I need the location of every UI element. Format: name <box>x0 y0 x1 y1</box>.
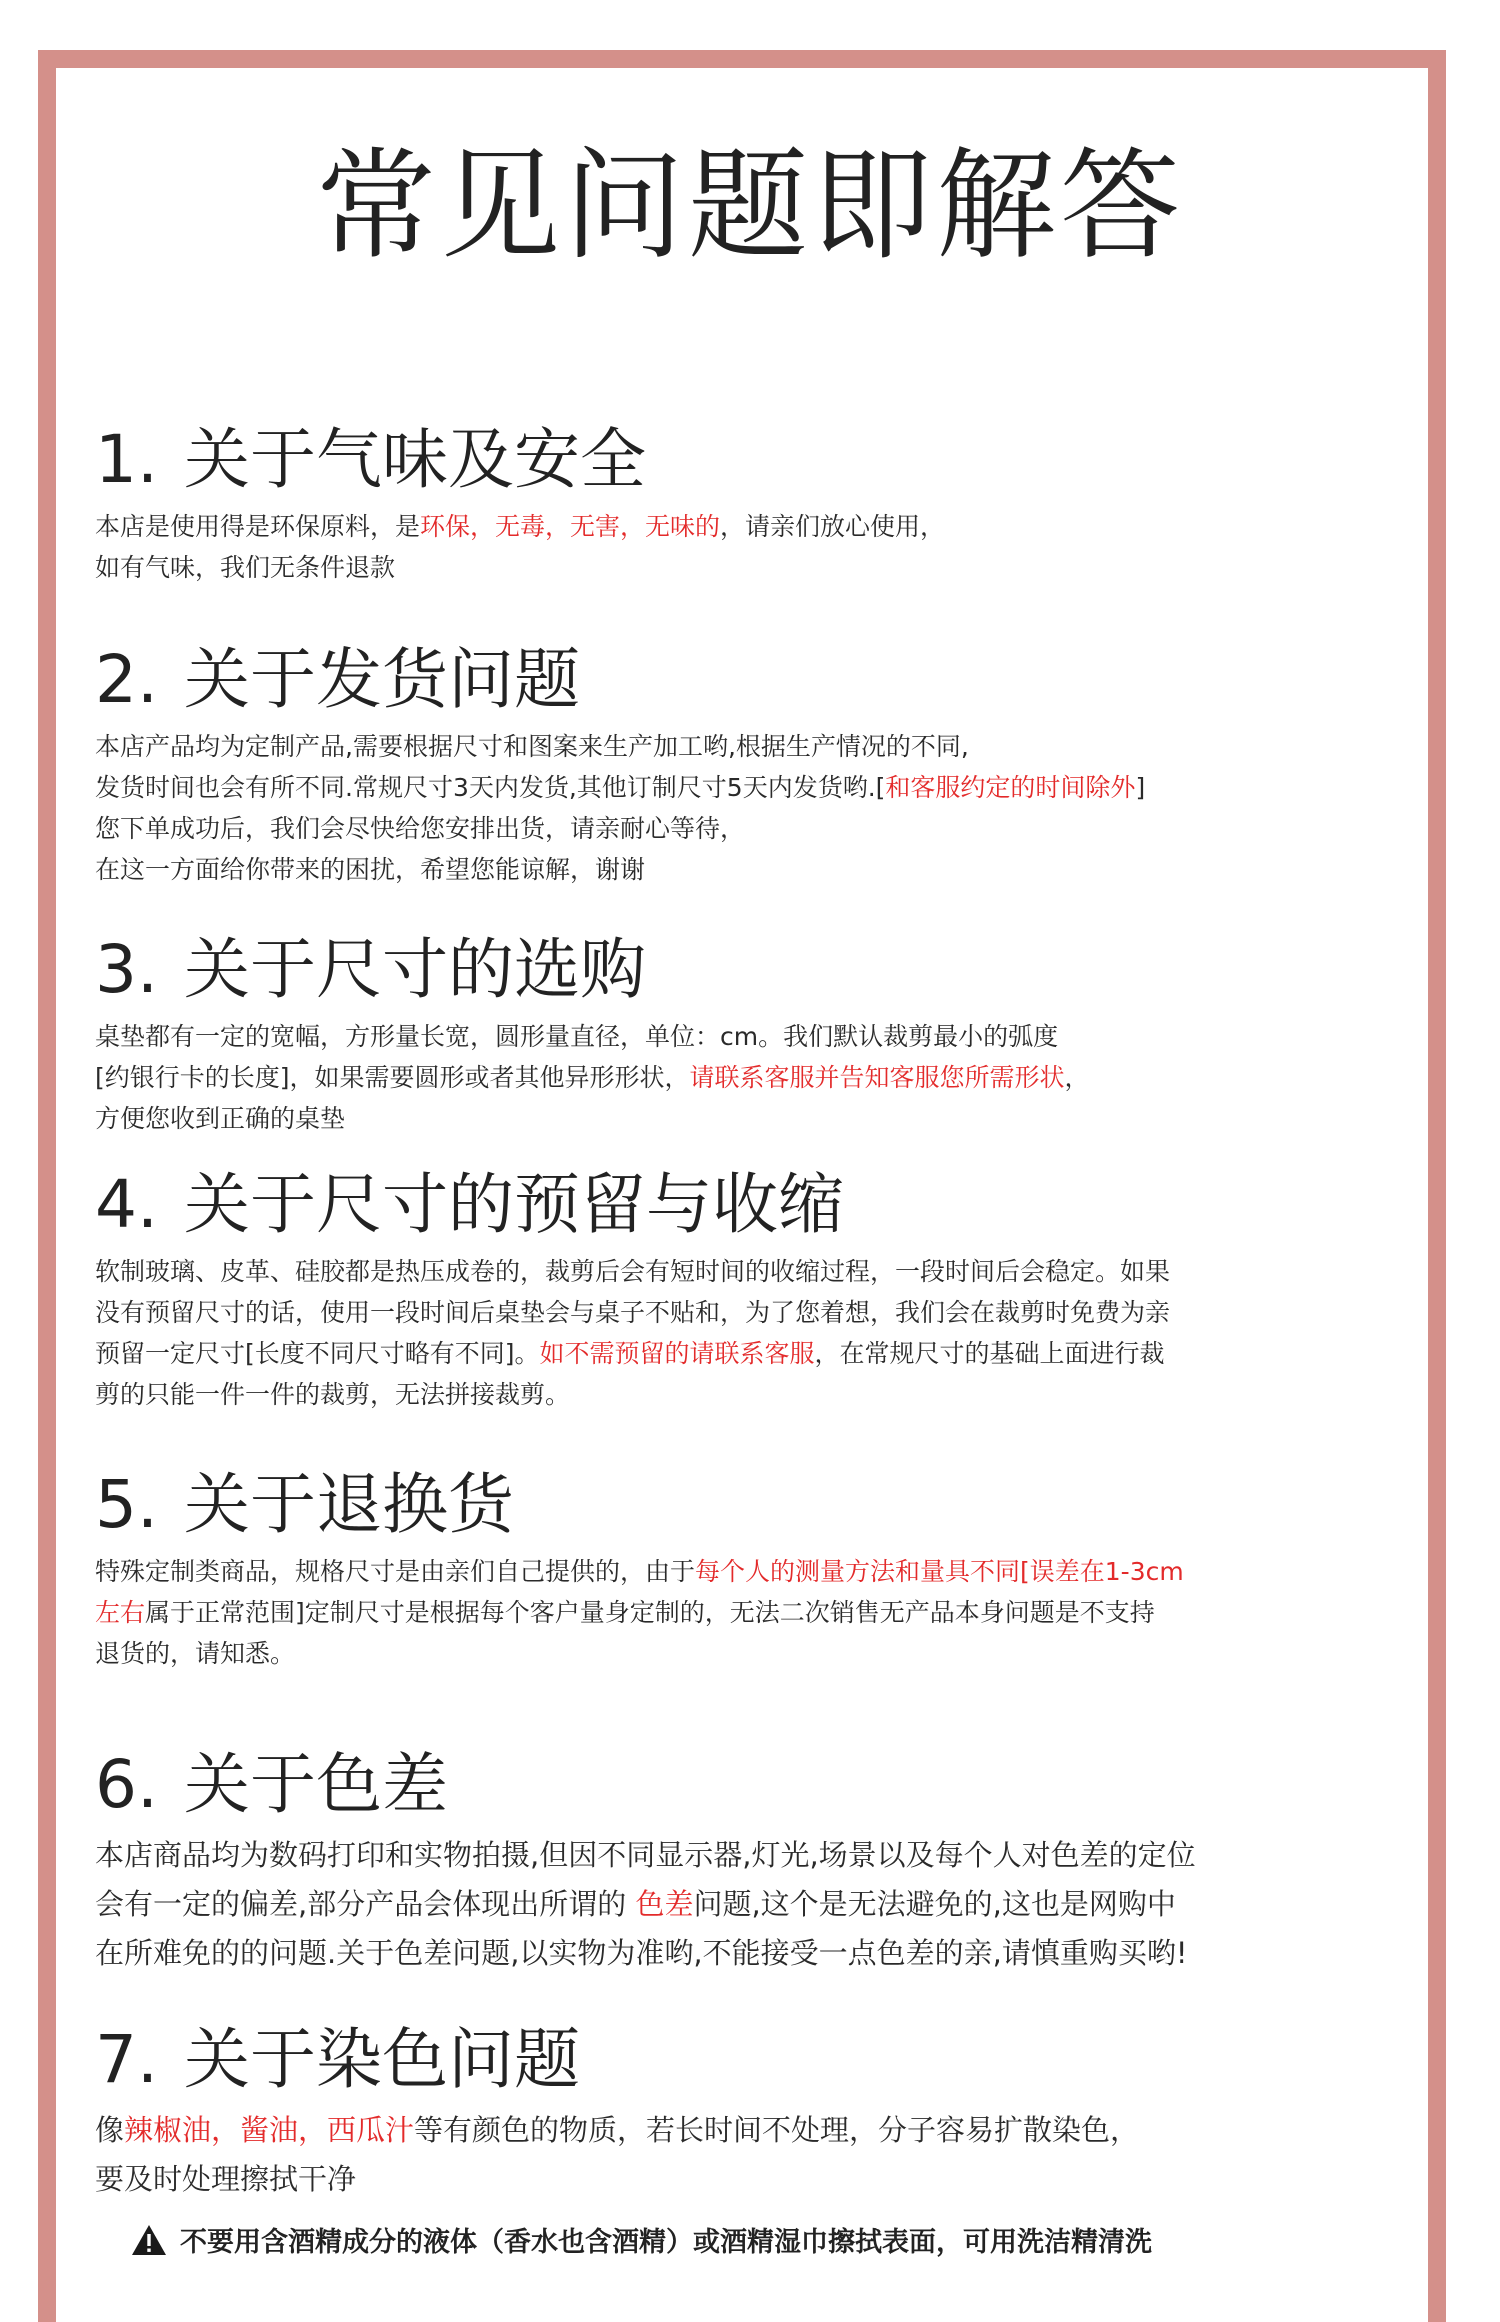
section-heading: 关于退换货 <box>183 1466 514 1543</box>
section-4 <box>95 1165 1420 1415</box>
body-line <box>95 506 1420 547</box>
body-text-run: ，请亲们放心使用， <box>720 512 946 541</box>
highlight-text: 和客服约定的时间除外 <box>885 773 1136 802</box>
page-title: 常见问题即解答 <box>316 137 1184 276</box>
body-line <box>95 1292 1420 1333</box>
body-text-run: [约银行卡的长度]，如果需要圆形或者其他异形形状， <box>95 1063 690 1092</box>
body-line <box>95 547 1420 588</box>
body-line <box>95 2155 1420 2204</box>
body-line <box>95 2106 1420 2155</box>
section-body <box>95 2106 1420 2204</box>
section-body <box>95 506 1420 588</box>
body-line <box>95 1831 1420 1880</box>
highlight-text: 色差 <box>635 1887 694 1921</box>
body-text-run: 本店商品均为数码打印和实物拍摄,但因不同显示器,灯光,场景以及每个人对色差的定位 <box>95 1838 1196 1872</box>
section-heading: 关于发货问题 <box>183 641 580 718</box>
body-text-run: 要及时处理擦拭干净 <box>95 2162 357 2196</box>
body-line <box>95 1016 1420 1057</box>
section-heading: 关于色差 <box>183 1746 448 1823</box>
body-text-run: ，在常规尺寸的基础上面进行裁 <box>814 1339 1165 1368</box>
body-text-run: 桌垫都有一定的宽幅，方形量长宽，圆形量直径，单位：cm。我们默认裁剪最小的弧度 <box>95 1022 1059 1051</box>
body-text-run: 特殊定制类商品，规格尺寸是由亲们自己提供的，由于 <box>95 1557 696 1586</box>
section-3 <box>95 930 1420 1139</box>
highlight-text: 每个人的测量方法和量具不同[误差在1-3cm <box>695 1557 1184 1586</box>
warning-note <box>130 2220 1152 2259</box>
highlight-text: 环保，无毒，无害，无味的 <box>420 512 721 541</box>
section-body <box>95 1251 1420 1415</box>
body-text-run: 在所难免的的问题.关于色差问题,以实物为准哟,不能接受一点色差的亲,请慎重购买哟! <box>95 1936 1188 1970</box>
section-number: 2. <box>95 641 158 718</box>
body-text-run: 预留一定尺寸[长度不同尺寸略有不同]。 <box>95 1339 540 1368</box>
section-body <box>95 726 1420 890</box>
highlight-text: 辣椒油，酱油，西瓜汁 <box>124 2113 415 2147</box>
section-heading: 关于气味及安全 <box>183 421 646 498</box>
body-text-run: ] <box>1135 773 1146 802</box>
body-text-run: 如有气味，我们无条件退款 <box>95 553 396 582</box>
highlight-text: 请联系客服并告知客服您所需形状 <box>689 1063 1065 1092</box>
body-text-run: 方便您收到正确的桌垫 <box>95 1104 346 1133</box>
body-text-run: 您下单成功后，我们会尽快给您安排出货，请亲耐心等待， <box>95 814 746 843</box>
body-text-run: 没有预留尺寸的话，使用一段时间后桌垫会与桌子不贴和，为了您着想，我们会在裁剪时免费为亲 <box>95 1298 1171 1327</box>
body-text-run: 软制玻璃、皮革、硅胶都是热压成卷的，裁剪后会有短时间的收缩过程，一段时间后会稳定。如果 <box>95 1257 1171 1286</box>
section-body <box>95 1831 1420 1978</box>
section-body <box>95 1551 1420 1674</box>
body-line <box>95 1592 1420 1633</box>
body-line <box>95 1551 1420 1592</box>
section-heading: 关于染色问题 <box>183 2021 580 2098</box>
body-text-run: 属于正常范围]定制尺寸是根据每个客户量身定制的，无法二次销售无产品本身问题是不支持 <box>145 1598 1155 1627</box>
body-text-run: 退货的，请知悉。 <box>95 1639 296 1668</box>
body-line <box>95 726 1420 767</box>
warning-triangle-icon <box>130 2223 168 2257</box>
section-number: 5. <box>95 1466 158 1543</box>
section-body <box>95 1016 1420 1139</box>
section-heading: 关于尺寸的预留与收缩 <box>183 1166 844 1243</box>
body-text-run: 发货时间也会有所不同.常规尺寸3天内发货,其他订制尺寸5天内发货哟.[ <box>95 773 886 802</box>
body-text-run: 像 <box>95 2113 125 2147</box>
body-text-run: 在这一方面给你带来的困扰，希望您能谅解，谢谢 <box>95 855 646 884</box>
body-line <box>95 1880 1420 1929</box>
section-1 <box>95 420 1420 588</box>
highlight-text: 左右 <box>95 1598 146 1627</box>
body-text-run: 会有一定的偏差,部分产品会体现出所谓的 <box>95 1887 636 1921</box>
body-text-run: 本店产品均为定制产品,需要根据尺寸和图案来生产加工哟,根据生产情况的不同, <box>95 732 969 761</box>
body-line <box>95 1098 1420 1139</box>
body-text-run: 等有颜色的物质，若长时间不处理，分子容易扩散染色， <box>414 2113 1140 2147</box>
body-line <box>95 767 1420 808</box>
body-line <box>95 1057 1420 1098</box>
section-number: 3. <box>95 931 158 1008</box>
body-line <box>95 1929 1420 1978</box>
warning-text: 不要用含酒精成分的液体（香水也含酒精）或酒精湿巾擦拭表面，可用洗洁精清洗 <box>180 2227 1152 2258</box>
body-line <box>95 1251 1420 1292</box>
body-line <box>95 1374 1420 1415</box>
body-line <box>95 808 1420 849</box>
body-text-run: 本店是使用得是环保原料，是 <box>95 512 421 541</box>
body-line <box>95 849 1420 890</box>
section-number: 4. <box>95 1166 158 1243</box>
body-text-run: 问题,这个是无法避免的,这也是网购中 <box>693 1887 1176 1921</box>
section-number: 1. <box>95 421 158 498</box>
section-2 <box>95 640 1420 890</box>
section-5 <box>95 1465 1420 1674</box>
body-line <box>95 1333 1420 1374</box>
section-heading: 关于尺寸的选购 <box>183 931 646 1008</box>
body-line <box>95 1633 1420 1674</box>
highlight-text: 如不需预留的请联系客服 <box>539 1339 815 1368</box>
body-text-run: 剪的只能一件一件的裁剪，无法拼接裁剪。 <box>95 1380 571 1409</box>
section-number: 6. <box>95 1746 158 1823</box>
section-6 <box>95 1745 1420 1978</box>
section-number: 7. <box>95 2021 158 2098</box>
body-text-run: ， <box>1064 1063 1090 1092</box>
section-7 <box>95 2020 1420 2204</box>
